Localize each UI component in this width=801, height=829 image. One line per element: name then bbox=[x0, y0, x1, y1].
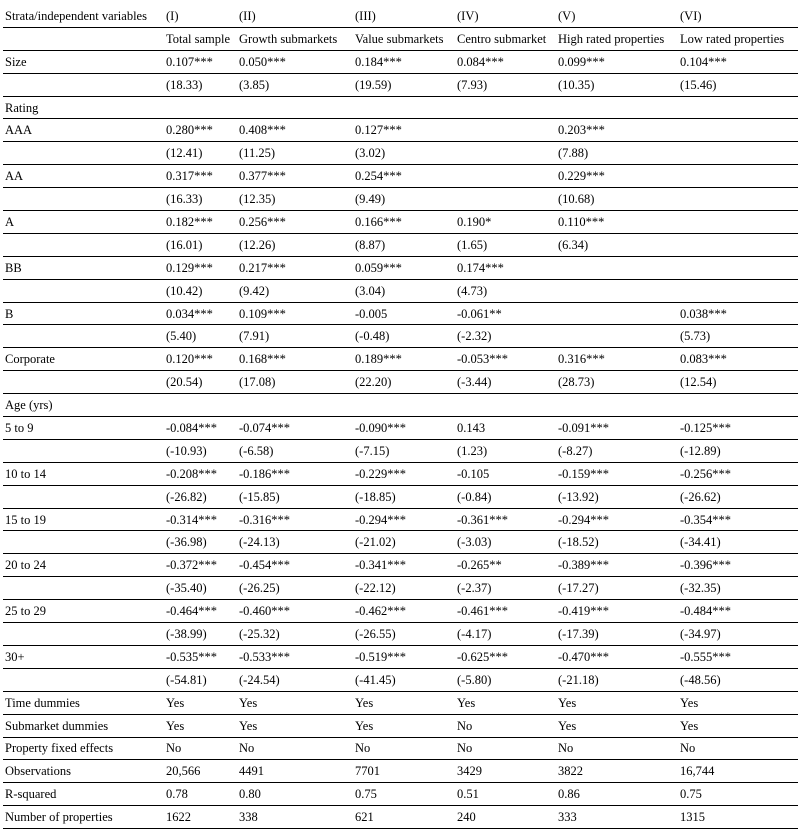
table-cell: (-18.52) bbox=[556, 531, 678, 554]
table-cell: -0.470*** bbox=[556, 645, 678, 668]
table-cell: (-2.32) bbox=[455, 325, 556, 348]
table-cell bbox=[678, 211, 798, 234]
table-cell: 3429 bbox=[455, 760, 556, 783]
row-label bbox=[3, 279, 164, 302]
table-cell: (-24.54) bbox=[237, 668, 353, 691]
table-cell: 0.143 bbox=[455, 417, 556, 440]
table-cell bbox=[556, 302, 678, 325]
row-label: 30+ bbox=[3, 645, 164, 668]
table-cell: No bbox=[455, 737, 556, 760]
table-row bbox=[3, 577, 798, 600]
table-cell: -0.361*** bbox=[455, 508, 556, 531]
table-cell: No bbox=[237, 737, 353, 760]
table-cell bbox=[237, 96, 353, 119]
table-cell: (22.20) bbox=[353, 371, 455, 394]
row-label bbox=[3, 142, 164, 165]
table-cell: -0.091*** bbox=[556, 417, 678, 440]
table-cell: Total sample bbox=[164, 27, 237, 50]
table-cell: (-15.85) bbox=[237, 485, 353, 508]
table-cell bbox=[678, 256, 798, 279]
table-cell: 0.184*** bbox=[353, 50, 455, 73]
header-row bbox=[3, 5, 798, 27]
table-row bbox=[3, 600, 798, 623]
table-cell: (5.73) bbox=[678, 325, 798, 348]
table-cell: (3.85) bbox=[237, 73, 353, 96]
table-cell: 0.78 bbox=[164, 783, 237, 806]
table-cell: (-26.62) bbox=[678, 485, 798, 508]
table-cell: (4.73) bbox=[455, 279, 556, 302]
table-cell: 0.75 bbox=[353, 783, 455, 806]
table-cell: -0.265** bbox=[455, 554, 556, 577]
table-cell: (-3.44) bbox=[455, 371, 556, 394]
table-cell: (-4.17) bbox=[455, 623, 556, 646]
table-cell: (12.54) bbox=[678, 371, 798, 394]
table-cell: (-24.13) bbox=[237, 531, 353, 554]
row-label: AAA bbox=[3, 119, 164, 142]
table-cell: (-21.02) bbox=[353, 531, 455, 554]
table-cell: (-13.92) bbox=[556, 485, 678, 508]
table-cell: -0.229*** bbox=[353, 462, 455, 485]
table-cell: (-32.35) bbox=[678, 577, 798, 600]
table-cell: (-48.56) bbox=[678, 668, 798, 691]
table-row bbox=[3, 348, 798, 371]
table-cell bbox=[556, 325, 678, 348]
table-cell: -0.462*** bbox=[353, 600, 455, 623]
table-cell: 20,566 bbox=[164, 760, 237, 783]
table-cell: -0.125*** bbox=[678, 417, 798, 440]
table-cell bbox=[678, 394, 798, 417]
table-row bbox=[3, 485, 798, 508]
table-row bbox=[3, 371, 798, 394]
table-cell: (3.04) bbox=[353, 279, 455, 302]
table-cell: -0.460*** bbox=[237, 600, 353, 623]
table-cell: 0.110*** bbox=[556, 211, 678, 234]
table-cell: Yes bbox=[556, 714, 678, 737]
subheader-row bbox=[3, 27, 798, 50]
table-row bbox=[3, 417, 798, 440]
row-label: 10 to 14 bbox=[3, 462, 164, 485]
table-cell: (II) bbox=[237, 5, 353, 27]
row-label: 5 to 9 bbox=[3, 417, 164, 440]
table-cell: 0.120*** bbox=[164, 348, 237, 371]
row-label bbox=[3, 233, 164, 256]
table-row bbox=[3, 737, 798, 760]
table-cell: 1315 bbox=[678, 806, 798, 829]
table-cell: 0.80 bbox=[237, 783, 353, 806]
table-cell: (-7.15) bbox=[353, 439, 455, 462]
table-cell: (-17.39) bbox=[556, 623, 678, 646]
table-cell bbox=[164, 394, 237, 417]
table-cell: -0.533*** bbox=[237, 645, 353, 668]
row-label: 20 to 24 bbox=[3, 554, 164, 577]
table-cell bbox=[678, 188, 798, 211]
table-cell: (1.23) bbox=[455, 439, 556, 462]
table-cell: 0.316*** bbox=[556, 348, 678, 371]
table-body bbox=[3, 5, 798, 829]
table-cell: -0.519*** bbox=[353, 645, 455, 668]
table-cell: (-54.81) bbox=[164, 668, 237, 691]
table-cell: 0.51 bbox=[455, 783, 556, 806]
row-label bbox=[3, 623, 164, 646]
table-cell: (III) bbox=[353, 5, 455, 27]
table-cell: -0.316*** bbox=[237, 508, 353, 531]
table-cell: (VI) bbox=[678, 5, 798, 27]
table-cell: -0.074*** bbox=[237, 417, 353, 440]
row-label: Time dummies bbox=[3, 691, 164, 714]
regression-table bbox=[3, 5, 798, 829]
table-cell: 16,744 bbox=[678, 760, 798, 783]
table-cell: 0.75 bbox=[678, 783, 798, 806]
table-cell bbox=[455, 165, 556, 188]
table-cell: (15.46) bbox=[678, 73, 798, 96]
table-cell: -0.005 bbox=[353, 302, 455, 325]
table-cell: (-35.40) bbox=[164, 577, 237, 600]
table-cell bbox=[164, 96, 237, 119]
row-label: Observations bbox=[3, 760, 164, 783]
row-label bbox=[3, 27, 164, 50]
table-row bbox=[3, 50, 798, 73]
table-cell: 0.038*** bbox=[678, 302, 798, 325]
table-cell: 621 bbox=[353, 806, 455, 829]
table-cell: (-0.84) bbox=[455, 485, 556, 508]
table-row bbox=[3, 96, 798, 119]
table-cell bbox=[678, 142, 798, 165]
table-cell bbox=[353, 96, 455, 119]
table-cell: (7.93) bbox=[455, 73, 556, 96]
table-cell: -0.454*** bbox=[237, 554, 353, 577]
table-cell: 0.377*** bbox=[237, 165, 353, 188]
table-cell: 338 bbox=[237, 806, 353, 829]
table-cell: (-34.97) bbox=[678, 623, 798, 646]
row-label bbox=[3, 668, 164, 691]
row-label bbox=[3, 371, 164, 394]
row-label: 25 to 29 bbox=[3, 600, 164, 623]
table-cell: Yes bbox=[678, 714, 798, 737]
table-cell: (20.54) bbox=[164, 371, 237, 394]
table-row bbox=[3, 439, 798, 462]
table-cell: (-38.99) bbox=[164, 623, 237, 646]
table-cell: (5.40) bbox=[164, 325, 237, 348]
table-cell: (-5.80) bbox=[455, 668, 556, 691]
table-cell bbox=[556, 394, 678, 417]
table-cell: (IV) bbox=[455, 5, 556, 27]
table-cell: (-10.93) bbox=[164, 439, 237, 462]
table-cell: 0.084*** bbox=[455, 50, 556, 73]
table-cell: 0.254*** bbox=[353, 165, 455, 188]
table-cell: (12.41) bbox=[164, 142, 237, 165]
table-cell: -0.208*** bbox=[164, 462, 237, 485]
table-row bbox=[3, 279, 798, 302]
table-row bbox=[3, 783, 798, 806]
row-label bbox=[3, 439, 164, 462]
table-cell: -0.159*** bbox=[556, 462, 678, 485]
table-cell: (-2.37) bbox=[455, 577, 556, 600]
table-row bbox=[3, 188, 798, 211]
table-cell: -0.061** bbox=[455, 302, 556, 325]
table-cell: 0.256*** bbox=[237, 211, 353, 234]
row-label: R-squared bbox=[3, 783, 164, 806]
table-cell: 0.099*** bbox=[556, 50, 678, 73]
table-cell: 240 bbox=[455, 806, 556, 829]
row-label bbox=[3, 73, 164, 96]
table-cell: Yes bbox=[353, 691, 455, 714]
table-cell: (7.91) bbox=[237, 325, 353, 348]
table-cell: (1.65) bbox=[455, 233, 556, 256]
row-label: AA bbox=[3, 165, 164, 188]
row-label: 15 to 19 bbox=[3, 508, 164, 531]
table-cell: (9.42) bbox=[237, 279, 353, 302]
table-cell: -0.314*** bbox=[164, 508, 237, 531]
table-cell: (-36.98) bbox=[164, 531, 237, 554]
table-cell bbox=[455, 394, 556, 417]
table-cell: (16.33) bbox=[164, 188, 237, 211]
table-cell: -0.555*** bbox=[678, 645, 798, 668]
table-cell: (V) bbox=[556, 5, 678, 27]
table-cell: (-34.41) bbox=[678, 531, 798, 554]
table-cell: -0.625*** bbox=[455, 645, 556, 668]
table-row bbox=[3, 623, 798, 646]
table-cell: (10.35) bbox=[556, 73, 678, 96]
table-row bbox=[3, 462, 798, 485]
table-cell: (18.33) bbox=[164, 73, 237, 96]
table-cell: (I) bbox=[164, 5, 237, 27]
table-cell bbox=[237, 394, 353, 417]
table-cell: (17.08) bbox=[237, 371, 353, 394]
table-cell: 0.174*** bbox=[455, 256, 556, 279]
table-cell: 0.109*** bbox=[237, 302, 353, 325]
table-cell: 0.107*** bbox=[164, 50, 237, 73]
table-cell: (-8.27) bbox=[556, 439, 678, 462]
table-cell: (9.49) bbox=[353, 188, 455, 211]
table-cell bbox=[556, 256, 678, 279]
row-label: Size bbox=[3, 50, 164, 73]
table-cell bbox=[556, 96, 678, 119]
table-row bbox=[3, 760, 798, 783]
table-cell: 3822 bbox=[556, 760, 678, 783]
table-cell: (-26.55) bbox=[353, 623, 455, 646]
table-cell: Growth submarkets bbox=[237, 27, 353, 50]
table-cell: 0.86 bbox=[556, 783, 678, 806]
table-cell: 0.190* bbox=[455, 211, 556, 234]
table-row bbox=[3, 119, 798, 142]
table-cell: No bbox=[455, 714, 556, 737]
table-cell: 0.083*** bbox=[678, 348, 798, 371]
table-cell: Yes bbox=[237, 714, 353, 737]
table-cell: -0.354*** bbox=[678, 508, 798, 531]
row-label: Age (yrs) bbox=[3, 394, 164, 417]
table-cell: -0.186*** bbox=[237, 462, 353, 485]
table-row bbox=[3, 325, 798, 348]
table-cell: Value submarkets bbox=[353, 27, 455, 50]
table-cell: 7701 bbox=[353, 760, 455, 783]
table-cell bbox=[678, 165, 798, 188]
table-cell: (7.88) bbox=[556, 142, 678, 165]
table-row bbox=[3, 73, 798, 96]
table-cell bbox=[678, 233, 798, 256]
table-cell bbox=[455, 96, 556, 119]
table-cell: (-21.18) bbox=[556, 668, 678, 691]
table-cell: (-26.25) bbox=[237, 577, 353, 600]
table-cell: (-0.48) bbox=[353, 325, 455, 348]
row-label: Corporate bbox=[3, 348, 164, 371]
table-cell: -0.294*** bbox=[556, 508, 678, 531]
table-cell: 0.166*** bbox=[353, 211, 455, 234]
table-cell: No bbox=[678, 737, 798, 760]
table-cell: 0.280*** bbox=[164, 119, 237, 142]
table-cell: Yes bbox=[455, 691, 556, 714]
table-cell: 4491 bbox=[237, 760, 353, 783]
table-cell: (-26.82) bbox=[164, 485, 237, 508]
table-cell bbox=[678, 119, 798, 142]
row-label bbox=[3, 577, 164, 600]
table-row bbox=[3, 302, 798, 325]
table-cell: Yes bbox=[237, 691, 353, 714]
table-cell: 0.189*** bbox=[353, 348, 455, 371]
table-cell: -0.419*** bbox=[556, 600, 678, 623]
table-cell: 0.217*** bbox=[237, 256, 353, 279]
table-cell: -0.464*** bbox=[164, 600, 237, 623]
table-row bbox=[3, 233, 798, 256]
table-row bbox=[3, 211, 798, 234]
table-cell bbox=[678, 96, 798, 119]
row-label: Number of properties bbox=[3, 806, 164, 829]
table-cell: (-18.85) bbox=[353, 485, 455, 508]
table-cell: 333 bbox=[556, 806, 678, 829]
row-label: A bbox=[3, 211, 164, 234]
row-label: BB bbox=[3, 256, 164, 279]
table-cell: -0.084*** bbox=[164, 417, 237, 440]
table-row bbox=[3, 394, 798, 417]
table-row bbox=[3, 142, 798, 165]
table-cell: Low rated properties bbox=[678, 27, 798, 50]
table-cell bbox=[353, 394, 455, 417]
table-cell: 0.059*** bbox=[353, 256, 455, 279]
table-cell: 0.168*** bbox=[237, 348, 353, 371]
row-label bbox=[3, 531, 164, 554]
table-cell: -0.053*** bbox=[455, 348, 556, 371]
table-cell: (8.87) bbox=[353, 233, 455, 256]
table-row bbox=[3, 714, 798, 737]
row-label: Property fixed effects bbox=[3, 737, 164, 760]
table-cell: -0.396*** bbox=[678, 554, 798, 577]
row-label bbox=[3, 188, 164, 211]
table-cell: (-17.27) bbox=[556, 577, 678, 600]
table-cell: (6.34) bbox=[556, 233, 678, 256]
row-label: B bbox=[3, 302, 164, 325]
table-cell bbox=[556, 279, 678, 302]
table-cell: (-25.32) bbox=[237, 623, 353, 646]
table-cell: No bbox=[556, 737, 678, 760]
table-row bbox=[3, 668, 798, 691]
table-row bbox=[3, 554, 798, 577]
table-cell: (-41.45) bbox=[353, 668, 455, 691]
row-label: Submarket dummies bbox=[3, 714, 164, 737]
table-cell: (3.02) bbox=[353, 142, 455, 165]
table-cell: -0.461*** bbox=[455, 600, 556, 623]
table-cell: 0.127*** bbox=[353, 119, 455, 142]
table-cell: Centro submarket bbox=[455, 27, 556, 50]
table-cell: No bbox=[164, 737, 237, 760]
table-cell: -0.389*** bbox=[556, 554, 678, 577]
table-cell bbox=[455, 119, 556, 142]
table-row bbox=[3, 806, 798, 829]
table-cell bbox=[678, 279, 798, 302]
table-cell: (-22.12) bbox=[353, 577, 455, 600]
table-cell: -0.090*** bbox=[353, 417, 455, 440]
table-cell: Yes bbox=[678, 691, 798, 714]
table-cell: 0.034*** bbox=[164, 302, 237, 325]
table-cell bbox=[455, 188, 556, 211]
row-label: Rating bbox=[3, 96, 164, 119]
table-cell: (10.42) bbox=[164, 279, 237, 302]
table-row bbox=[3, 508, 798, 531]
table-cell: (16.01) bbox=[164, 233, 237, 256]
table-cell: (-6.58) bbox=[237, 439, 353, 462]
table-cell: -0.341*** bbox=[353, 554, 455, 577]
table-row bbox=[3, 531, 798, 554]
table-cell: (-12.89) bbox=[678, 439, 798, 462]
table-cell: 0.129*** bbox=[164, 256, 237, 279]
table-cell: (11.25) bbox=[237, 142, 353, 165]
table-cell: 0.317*** bbox=[164, 165, 237, 188]
table-cell: (-3.03) bbox=[455, 531, 556, 554]
table-cell: 0.104*** bbox=[678, 50, 798, 73]
table-cell: (28.73) bbox=[556, 371, 678, 394]
table-cell: Yes bbox=[556, 691, 678, 714]
table-cell: (19.59) bbox=[353, 73, 455, 96]
row-label bbox=[3, 325, 164, 348]
table-cell: -0.535*** bbox=[164, 645, 237, 668]
table-cell: Yes bbox=[164, 691, 237, 714]
table-cell: 0.229*** bbox=[556, 165, 678, 188]
table-cell: Yes bbox=[353, 714, 455, 737]
table-cell: High rated properties bbox=[556, 27, 678, 50]
table-cell: (10.68) bbox=[556, 188, 678, 211]
table-cell: 0.203*** bbox=[556, 119, 678, 142]
table-cell: 0.408*** bbox=[237, 119, 353, 142]
table-cell: 0.182*** bbox=[164, 211, 237, 234]
table-row bbox=[3, 256, 798, 279]
table-cell: (12.26) bbox=[237, 233, 353, 256]
table-cell bbox=[455, 142, 556, 165]
table-cell: Yes bbox=[164, 714, 237, 737]
table-cell: 0.050*** bbox=[237, 50, 353, 73]
table-cell: -0.372*** bbox=[164, 554, 237, 577]
table-row bbox=[3, 645, 798, 668]
table-cell: (12.35) bbox=[237, 188, 353, 211]
table-row bbox=[3, 165, 798, 188]
table-cell: No bbox=[353, 737, 455, 760]
table-cell: 1622 bbox=[164, 806, 237, 829]
table-cell: -0.484*** bbox=[678, 600, 798, 623]
table-row bbox=[3, 691, 798, 714]
table-cell: -0.256*** bbox=[678, 462, 798, 485]
table-cell: -0.105 bbox=[455, 462, 556, 485]
row-label bbox=[3, 485, 164, 508]
table-cell: -0.294*** bbox=[353, 508, 455, 531]
row-label: Strata/independent variables bbox=[3, 5, 164, 27]
